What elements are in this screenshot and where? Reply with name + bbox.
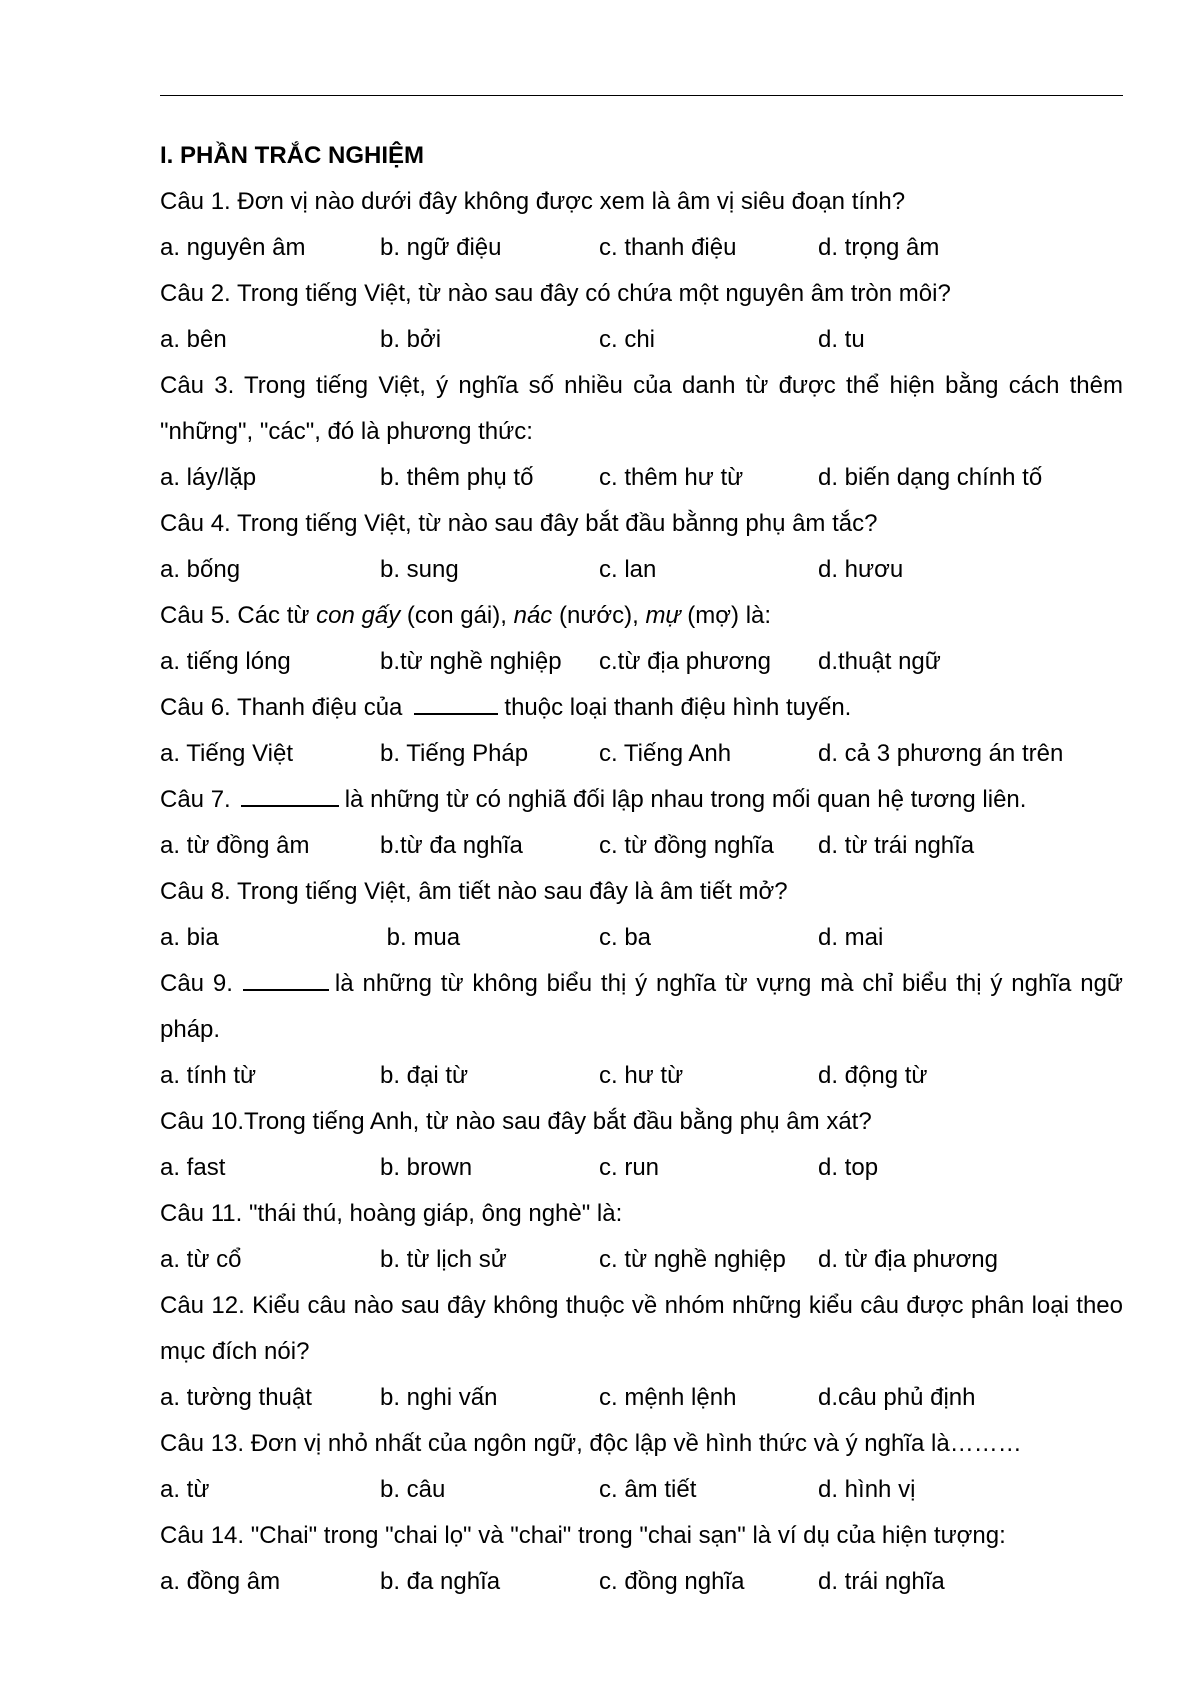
option-a: a. tiếng lóng (160, 648, 291, 675)
question-5-term-2: nác (513, 602, 553, 629)
question-8-text: Câu 8. Trong tiếng Việt, âm tiết nào sau đây là âm tiết mở? (160, 878, 788, 905)
option-c: c. từ nghề nghiệp (599, 1246, 786, 1273)
option-d: d. mai (818, 924, 884, 951)
fill-in-blank (241, 777, 339, 807)
question-9-suffix: là những từ không biểu thị ý nghĩa từ vựng mà chỉ biểu thị ý nghĩa ngữ pháp. (160, 970, 1123, 1043)
option-c: c. chi (599, 326, 656, 353)
option-a: a. tường thuật (160, 1384, 312, 1411)
option-d: d. cả 3 phương án trên (818, 740, 1064, 767)
option-d: d. tu (818, 326, 865, 353)
question-5-gloss-2: (nước), (552, 602, 646, 629)
option-a: a. từ (160, 1476, 210, 1503)
question-7-prefix: Câu 7. (160, 786, 231, 813)
question-7-text (160, 777, 1123, 823)
question-5-suffix: (mợ) là: (680, 602, 772, 629)
option-b: b. brown (380, 1154, 473, 1181)
question-2-options (160, 317, 1123, 363)
option-b: b. đa nghĩa (380, 1568, 501, 1595)
option-a: a. láy/lặp (160, 464, 257, 491)
option-b: b.từ nghề nghiệp (380, 648, 562, 675)
option-d: d. top (818, 1154, 879, 1181)
question-9-text (160, 961, 1123, 1053)
option-b: b. nghi vấn (380, 1384, 498, 1411)
question-2-text: Câu 2. Trong tiếng Việt, từ nào sau đây có chứa một nguyên âm tròn môi? (160, 280, 951, 307)
option-c: c. từ đồng nghĩa (599, 832, 774, 859)
question-13-text: Câu 13. Đơn vị nhỏ nhất của ngôn ngữ, độc lập về hình thức và ý nghĩa là……… (160, 1430, 1022, 1457)
option-a: a. bên (160, 326, 227, 353)
option-b: b. câu (380, 1476, 446, 1503)
question-3-text: Câu 3. Trong tiếng Việt, ý nghĩa số nhiều của danh từ được thể hiện bằng cách thêm "những", "các", đó là phương thức: (160, 372, 1123, 445)
option-a: a. fast (160, 1154, 226, 1181)
option-d: d.thuật ngữ (818, 648, 941, 675)
option-d: d. trọng âm (818, 234, 940, 261)
question-6-options (160, 731, 1123, 777)
option-a: a. bia (160, 924, 219, 951)
option-d: d.câu phủ định (818, 1384, 976, 1411)
question-13-options (160, 1467, 1123, 1513)
question-7-suffix: là những từ có nghiã đối lập nhau trong mối quan hệ tương liên. (344, 786, 1027, 813)
question-1-options (160, 225, 1123, 271)
question-5-gloss-1: (con gái), (400, 602, 514, 629)
question-10-options (160, 1145, 1123, 1191)
option-b: b. từ lịch sử (380, 1246, 507, 1273)
option-c: c. ba (599, 924, 652, 951)
question-12-text: Câu 12. Kiểu câu nào sau đây không thuộc về nhóm những kiểu câu được phân loại theo mục đích nói? (160, 1292, 1123, 1365)
option-a: a. từ đồng âm (160, 832, 310, 859)
question-14-options (160, 1559, 1123, 1605)
option-a: a. nguyên âm (160, 234, 306, 261)
option-c: c. thanh điệu (599, 234, 737, 261)
option-a: a. từ cổ (160, 1246, 242, 1273)
question-6-text (160, 685, 1123, 731)
option-a: a. tính từ (160, 1062, 257, 1089)
question-7-options (160, 823, 1123, 869)
option-c: c. run (599, 1154, 660, 1181)
question-5-text (160, 593, 1123, 639)
option-c: c. Tiếng Anh (599, 740, 732, 767)
fill-in-blank (243, 961, 329, 991)
option-b: b. Tiếng Pháp (380, 740, 529, 767)
question-5-term-1: con gấy (316, 602, 401, 629)
quiz-content (160, 133, 1123, 1605)
option-d: d. từ địa phương (818, 1246, 998, 1273)
fill-in-blank (414, 685, 498, 715)
option-b: b. mua (380, 924, 461, 951)
question-1-text: Câu 1. Đơn vị nào dưới đây không được xem là âm vị siêu đoạn tính? (160, 188, 906, 215)
question-5-term-3: mự (645, 602, 681, 629)
question-6-suffix: thuộc loại thanh điệu hình tuyến. (504, 694, 852, 721)
question-8-options (160, 915, 1123, 961)
option-d: d. biến dạng chính tố (818, 464, 1043, 491)
option-d: d. trái nghĩa (818, 1568, 945, 1595)
question-3-options (160, 455, 1123, 501)
option-c: c. mệnh lệnh (599, 1384, 737, 1411)
section-title: I. PHẦN TRẮC NGHIỆM (160, 142, 424, 169)
question-6-prefix: Câu 6. Thanh điệu của (160, 694, 403, 721)
question-11-text: Câu 11. "thái thú, hoàng giáp, ông nghè" là: (160, 1200, 623, 1227)
question-5-prefix: Câu 5. Các từ (160, 602, 317, 629)
question-10-text: Câu 10.Trong tiếng Anh, từ nào sau đây bắt đầu bằng phụ âm xát? (160, 1108, 872, 1135)
question-9-options (160, 1053, 1123, 1099)
option-b: b. bởi (380, 326, 442, 353)
option-b: b. sung (380, 556, 459, 583)
question-4-options (160, 547, 1123, 593)
option-d: d. hình vị (818, 1476, 916, 1503)
question-14-text: Câu 14. "Chai" trong "chai lọ" và "chai" trong "chai sạn" là ví dụ của hiện tượng: (160, 1522, 1006, 1549)
option-d: d. hươu (818, 556, 904, 583)
option-c: c. hư từ (599, 1062, 684, 1089)
option-b: b. ngữ điệu (380, 234, 502, 261)
option-a: a. bống (160, 556, 241, 583)
option-c: c.từ địa phương (599, 648, 771, 675)
option-c: c. âm tiết (599, 1476, 697, 1503)
question-4-text: Câu 4. Trong tiếng Việt, từ nào sau đây bắt đầu bằnng phụ âm tắc? (160, 510, 878, 537)
question-5-options (160, 639, 1123, 685)
question-12-options (160, 1375, 1123, 1421)
option-a: a. Tiếng Việt (160, 740, 293, 767)
option-b: b. đại từ (380, 1062, 469, 1089)
option-d: d. từ trái nghĩa (818, 832, 975, 859)
option-b: b. thêm phụ tố (380, 464, 534, 491)
option-d: d. động từ (818, 1062, 928, 1089)
option-a: a. đồng âm (160, 1568, 281, 1595)
option-c: c. thêm hư từ (599, 464, 744, 491)
option-c: c. lan (599, 556, 657, 583)
question-9-prefix: Câu 9. (160, 970, 233, 997)
option-c: c. đồng nghĩa (599, 1568, 745, 1595)
question-11-options (160, 1237, 1123, 1283)
header-rule (160, 95, 1123, 96)
option-b: b.từ đa nghĩa (380, 832, 523, 859)
